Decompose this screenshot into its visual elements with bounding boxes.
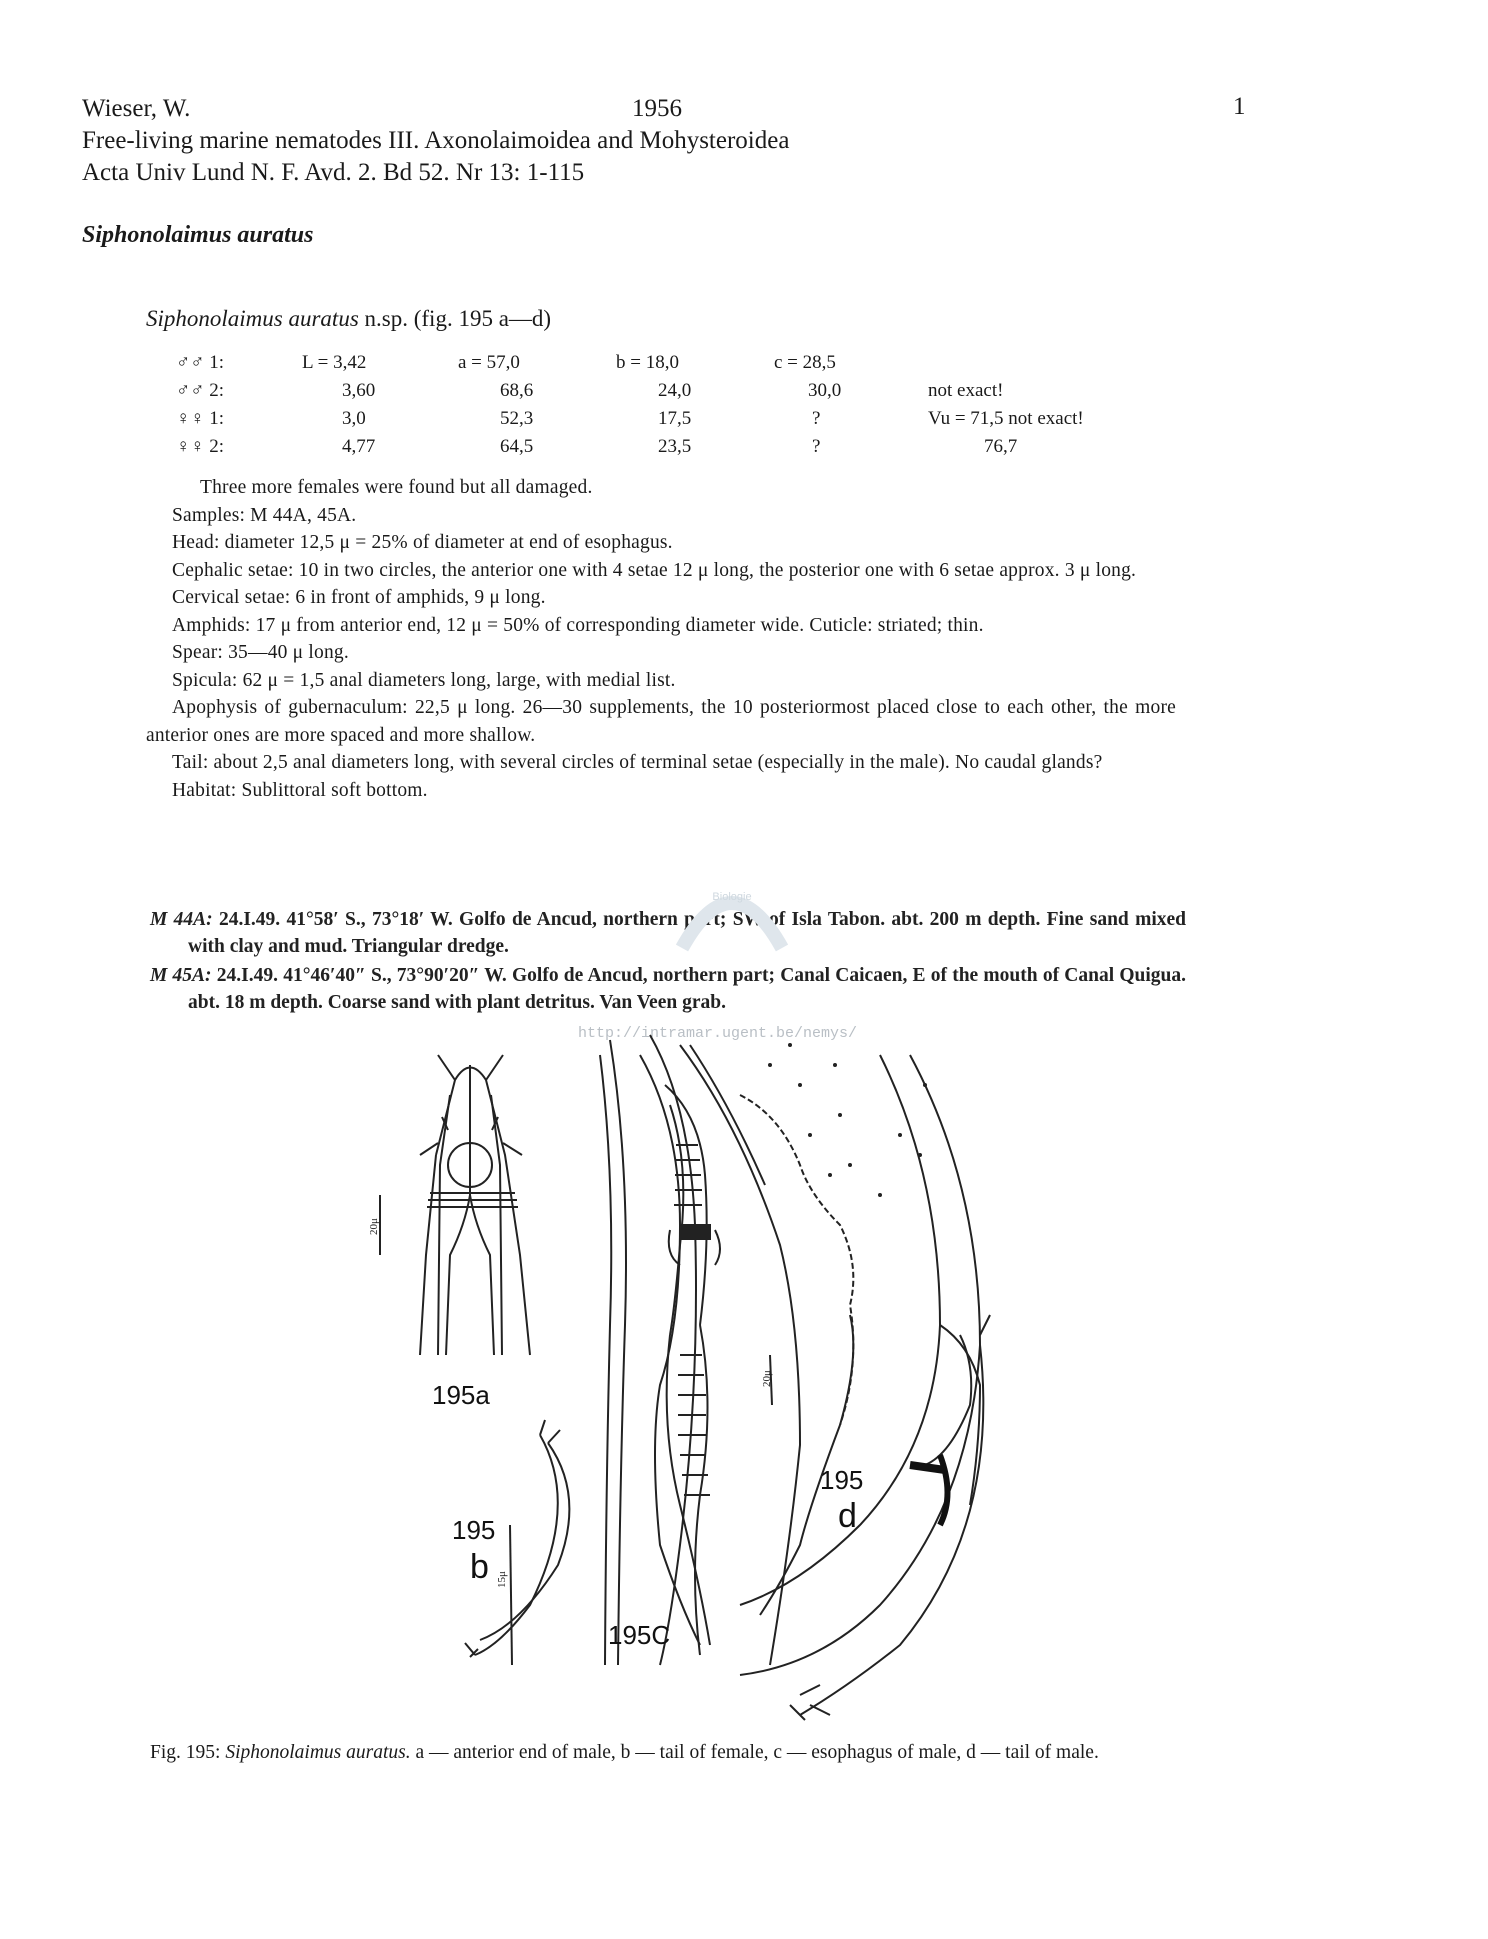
specimen-label: ♂♂ 1: <box>176 352 225 373</box>
value-c: c = 28,5 <box>774 352 836 373</box>
watermark-logo-text: Biologie <box>712 891 752 903</box>
caption-text: a — anterior end of male, b — tail of female, c — esophagus of male, d — tail of male. <box>410 1742 1099 1763</box>
page-number: 1 <box>1233 93 1246 120</box>
figure-label-195a: 195a <box>432 1380 490 1410</box>
value-c: ? <box>812 408 821 429</box>
value-L: L = 3,42 <box>302 352 367 373</box>
value-b: 24,0 <box>658 380 692 401</box>
value-note: not exact! <box>928 380 1004 401</box>
paragraph: Tail: about 2,5 anal diameters long, with several circles of terminal setae (especially in the male). No caudal glands? <box>172 752 1103 773</box>
value-L: 4,77 <box>342 436 376 457</box>
paragraph: Cephalic setae: 10 in two circles, the anterior one with 4 setae 12 μ long, the posterior one with 6 setae approx. 3 μ long. <box>172 559 1137 581</box>
year: 1956 <box>632 95 682 122</box>
watermark-url: http://intramar.ugent.be/nemys/ <box>578 1025 858 1042</box>
value-c: ? <box>812 436 821 457</box>
paragraph: Amphids: 17 μ from anterior end, 12 μ = 50% of corresponding diameter wide. Cuticle: striated; thin. <box>172 614 984 636</box>
paper-title: Free-living marine nematodes III. Axonolaimoidea and Mohysteroidea <box>82 127 790 154</box>
author: Wieser, W. <box>82 95 191 122</box>
locality-text: 24.I.49. 41°58′ S., 73°18′ W. Golfo de Ancud, northern part; SW of Isla Tabon. abt. 200 m depth. Fine sand mixed with clay and mud. Triangular dredge. <box>188 909 1186 957</box>
specimen-label: ♂♂ 2: <box>176 380 225 401</box>
scale-label-a: 20μ <box>368 1218 380 1235</box>
scale-label-c: 15μ <box>496 1571 508 1588</box>
figure-195a-anterior-end <box>368 1055 530 1355</box>
value-L: 3,60 <box>342 380 376 401</box>
description-heading-species: Siphonolaimus auratus <box>146 306 359 331</box>
figure-label-195d-number: 195 <box>820 1465 864 1495</box>
paragraph: Habitat: Sublittoral soft bottom. <box>172 779 428 801</box>
locality-m44a <box>150 906 1186 960</box>
figure-label-195b-letter: b <box>470 1548 489 1586</box>
paragraph: Spicula: 62 μ = 1,5 anal diameters long, large, with medial list. <box>172 669 676 691</box>
value-b: b = 18,0 <box>616 352 679 373</box>
figure-195-drawing <box>368 1025 1200 1725</box>
value-c: 30,0 <box>808 380 842 401</box>
scale-label-d: 20μ <box>761 1370 773 1387</box>
locality-code: M 44A: <box>150 909 213 930</box>
paragraph: Three more females were found but all damaged. <box>200 477 593 498</box>
paragraph: Apophysis of gubernaculum: 22,5 μ long. 26—30 supplements, the 10 posteriormost placed close to each other, the more anterior ones are more spaced and more shallow. <box>146 697 1176 746</box>
value-b: 23,5 <box>658 436 692 457</box>
value-note: 76,7 <box>984 436 1018 457</box>
value-note: Vu = 71,5 not exact! <box>928 408 1084 429</box>
locality-text: 24.I.49. 41°46′40″ S., 73°90′20″ W. Golfo de Ancud, northern part; Canal Caicaen, E of the mouth of Canal Quigua. abt. 18 m depth. Coarse sand with plant detritus. Van Veen grab. <box>188 965 1187 1013</box>
figure-label-195b-number: 195 <box>452 1515 496 1545</box>
description-body <box>146 474 1176 804</box>
paragraph: Samples: M 44A, 45A. <box>172 504 357 526</box>
description-heading <box>146 306 551 332</box>
description-heading-rest: n.sp. (fig. 195 a—d) <box>358 306 552 331</box>
value-a: a = 57,0 <box>458 352 520 373</box>
watermark-logo <box>672 868 792 958</box>
figure-label-195c: 195C <box>608 1620 671 1650</box>
figure-label-195d-letter: d <box>838 1497 857 1535</box>
paragraph: Spear: 35—40 μ long. <box>172 642 349 663</box>
value-a: 52,3 <box>500 408 534 429</box>
paragraph: Cervical setae: 6 in front of amphids, 9 μ long. <box>172 587 546 608</box>
journal-reference: Acta Univ Lund N. F. Avd. 2. Bd 52. Nr 13: 1-115 <box>82 159 585 186</box>
value-a: 68,6 <box>500 380 534 401</box>
species-heading: Siphonolaimus auratus <box>82 222 314 248</box>
value-a: 64,5 <box>500 436 534 457</box>
caption-species: Siphonolaimus auratus. <box>225 1742 411 1763</box>
caption-prefix: Fig. 195: <box>150 1742 226 1763</box>
paragraph: Head: diameter 12,5 μ = 25% of diameter at end of esophagus. <box>172 532 673 553</box>
specimen-label: ♀♀ 1: <box>176 408 225 429</box>
value-L: 3,0 <box>342 408 366 429</box>
figure-caption <box>150 1738 1190 1768</box>
locality-code: M 45A: <box>150 965 212 986</box>
specimen-label: ♀♀ 2: <box>176 436 225 457</box>
value-b: 17,5 <box>658 408 692 429</box>
locality-m45a <box>150 962 1186 1016</box>
figure-195c-esophagus <box>496 1035 800 1665</box>
